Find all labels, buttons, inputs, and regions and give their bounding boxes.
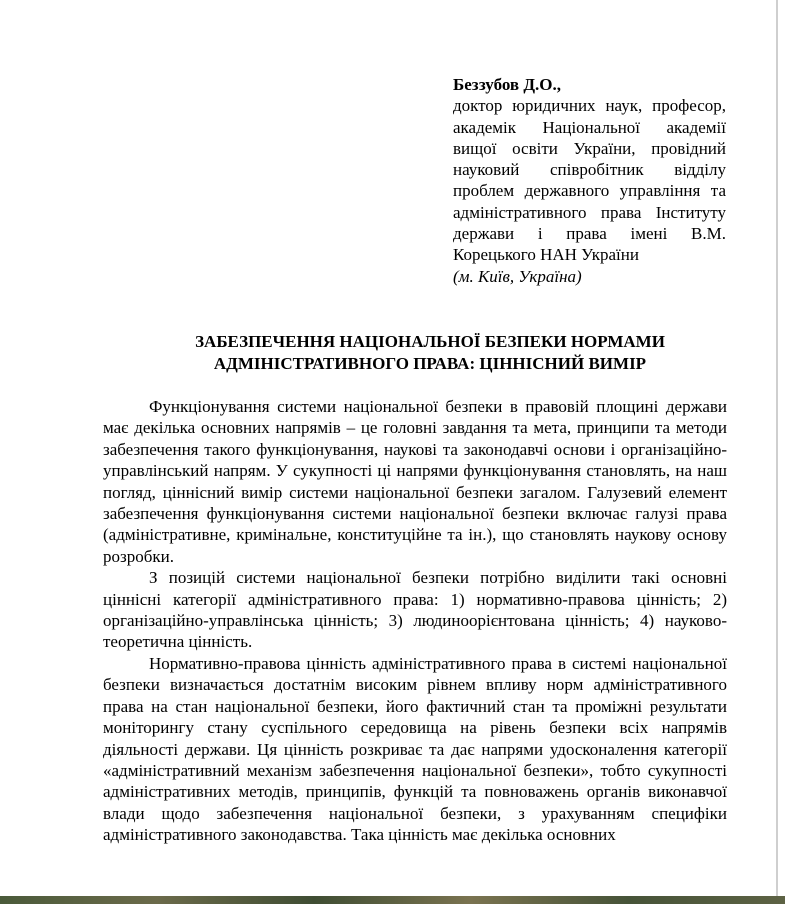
title-line-1: ЗАБЕЗПЕЧЕННЯ НАЦІОНАЛЬНОЇ БЕЗПЕКИ НОРМАМИ	[195, 332, 665, 351]
page-edge-divider	[776, 0, 778, 904]
author-name: Беззубов Д.О.,	[453, 75, 562, 94]
article-body	[103, 396, 727, 846]
author-description: доктор юридичних наук, професор, академік Національної академії вищої освіти України, провідний науковий співробітник відділу проблем державного управління та адміністративного права Інституту держави і права імені В.М. Корецького НАН України	[453, 96, 726, 265]
paragraph: Функціонування системи національної безпеки в правовій площині держави має декілька основних напрямів – це головні завдання та мета, принципи та методи забезпечення такого функціонування, наукові та законодавчі основи і організаційно-управлінський напрям. У сукупності ці напрями функціонування становлять, на наш погляд, ціннісний вимір системи національної безпеки загалом. Галузевий елемент забезпечення функціонування системи національної безпеки включає галузі права (адміністративне, кримінальне, конституційне та ін.), що становлять наукову основу розробки.	[103, 397, 727, 566]
author-city: (м. Київ, Україна)	[453, 266, 582, 286]
paragraph: Нормативно-правова цінність адміністративного права в системі національної безпеки визначається достатнім високим рівнем впливу норм адміністративного права на стан національної безпеки, його фактичний стан та проміжні результати моніторингу стану суспільного середовища на рівень безпеки всіх напрямів діяльності держави. Ця цінність розкриває та дає напрями удосконалення категорії «адміністративний механізм забезпечення національної безпеки», тобто сукупності адміністративних методів, принципів, функцій та повноважень органів виконавчої влади щодо забезпечення національної безпеки, з урахуванням специфіки адміністративного законодавства. Така цінність має декілька основних	[103, 653, 727, 845]
author-block	[453, 74, 726, 287]
background-strip	[0, 896, 785, 904]
title-line-2: АДМІНІСТРАТИВНОГО ПРАВА: ЦІННІСНИЙ ВИМІР	[213, 354, 647, 373]
article-title	[100, 331, 760, 375]
paragraph: З позицій системи національної безпеки потрібно виділити такі основні ціннісні категорії адміністративного права: 1) нормативно-правова цінність; 2) організаційно-управлінська цінність; 3) людиноорієнтована цінність; 4) науково-теоретична цінність.	[103, 568, 727, 652]
